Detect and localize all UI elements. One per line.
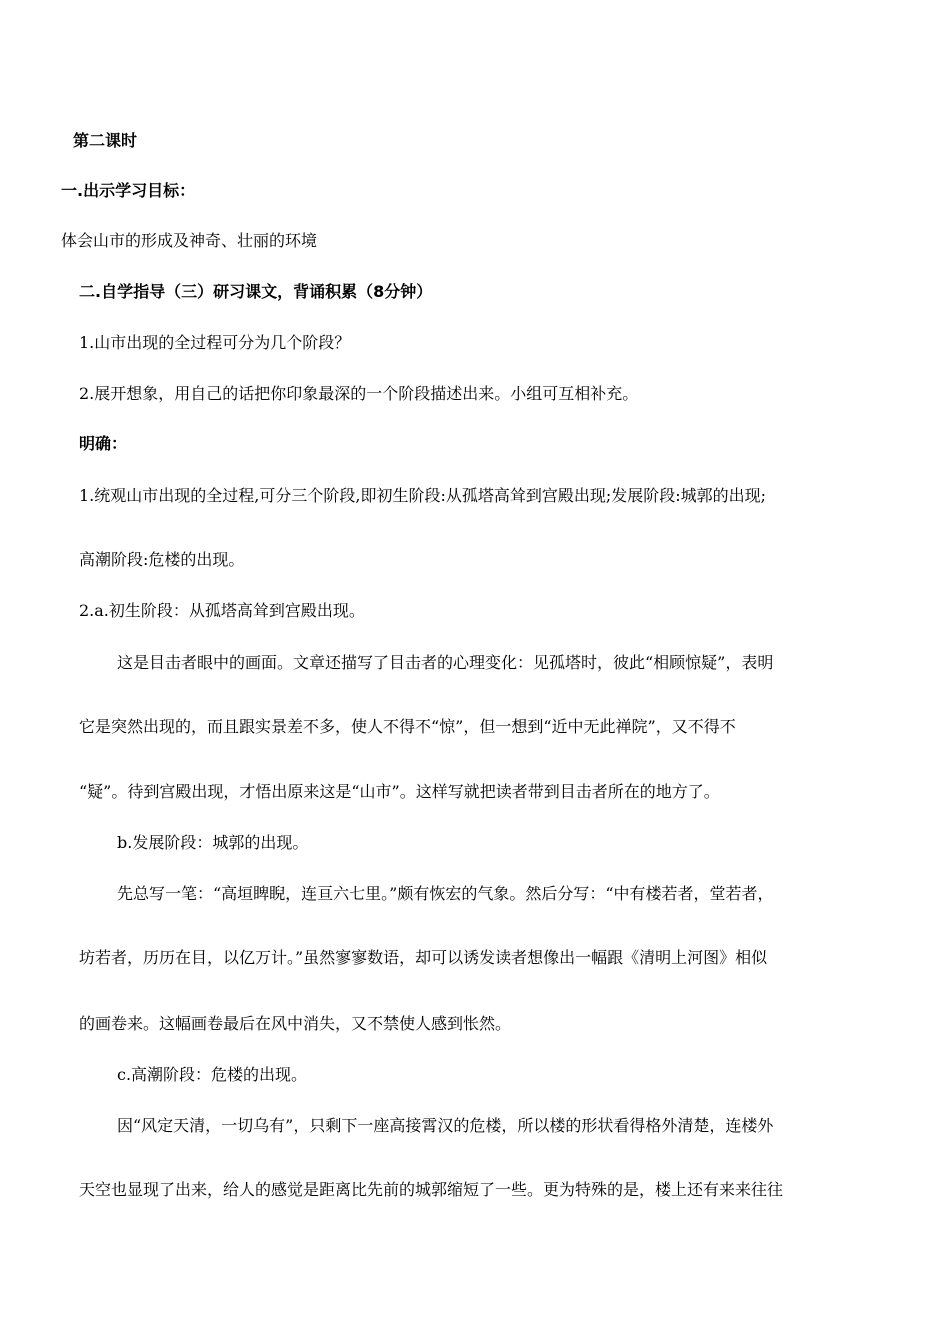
answer1-line2: 高潮阶段:危楼的出现。 [79, 550, 245, 569]
section1-heading: 一.出示学习目标： [61, 181, 196, 200]
stage-c-title: c.高潮阶段：危楼的出现。 [117, 1065, 308, 1084]
stage-b-title: b.发展阶段：城郭的出现。 [117, 833, 309, 852]
stage-a-line2: 它是突然出现的，而且跟实景差不多，使人不得不“惊”，但一想到“近中无此禅院”，又不得不 [79, 717, 736, 736]
section1-text: 体会山市的形成及神奇、壮丽的环境 [61, 231, 318, 250]
stage-a-title: 2.a.初生阶段：从孤塔高耸到宫殿出现。 [79, 601, 365, 620]
stage-c-line2: 天空也显现了出来，给人的感觉是距离比先前的城郭缩短了一些。更为特殊的是，楼上还有来来往往 [79, 1180, 784, 1199]
lesson-title: 第二课时 [73, 131, 138, 150]
stage-b-line2: 坊若者，历历在目，以亿万计。”虽然寥寥数语，却可以诱发读者想像出一幅跟《清明上河图》相似 [79, 948, 768, 967]
stage-b-line3: 的画卷来。这幅画卷最后在风中消失，又不禁使人感到怅然。 [79, 1014, 512, 1033]
question-2: 2.展开想象，用自己的话把你印象最深的一个阶段描述出来。小组可互相补充。 [79, 384, 639, 403]
section2-heading: 二.自学指导（三）研习课文，背诵积累（8分钟） [79, 282, 433, 301]
stage-b-line1: 先总写一笔：“高垣睥睨，连亘六七里。”颇有恢宏的气象。然后分写：“中有楼若者，堂若者， [117, 884, 774, 903]
stage-a-line1: 这是目击者眼中的画面。文章还描写了目击者的心理变化：见孤塔时，彼此“相顾惊疑”，表明 [117, 653, 774, 672]
stage-a-line3: “疑”。待到宫殿出现，才悟出原来这是“山市”。这样写就把读者带到目击者所在的地方了。 [79, 782, 720, 801]
answer1-line1: 1.统观山市出现的全过程,可分三个阶段,即初生阶段:从孤塔高耸到宫殿出现;发展阶段:城郭的出现; [79, 486, 767, 505]
stage-c-line1: 因“风定天清，一切乌有”，只剩下一座高接霄汉的危楼，所以楼的形状看得格外清楚，连楼外 [117, 1116, 774, 1135]
answer-heading: 明确： [79, 434, 128, 453]
question-1: 1.山市出现的全过程可分为几个阶段？ [79, 333, 351, 352]
